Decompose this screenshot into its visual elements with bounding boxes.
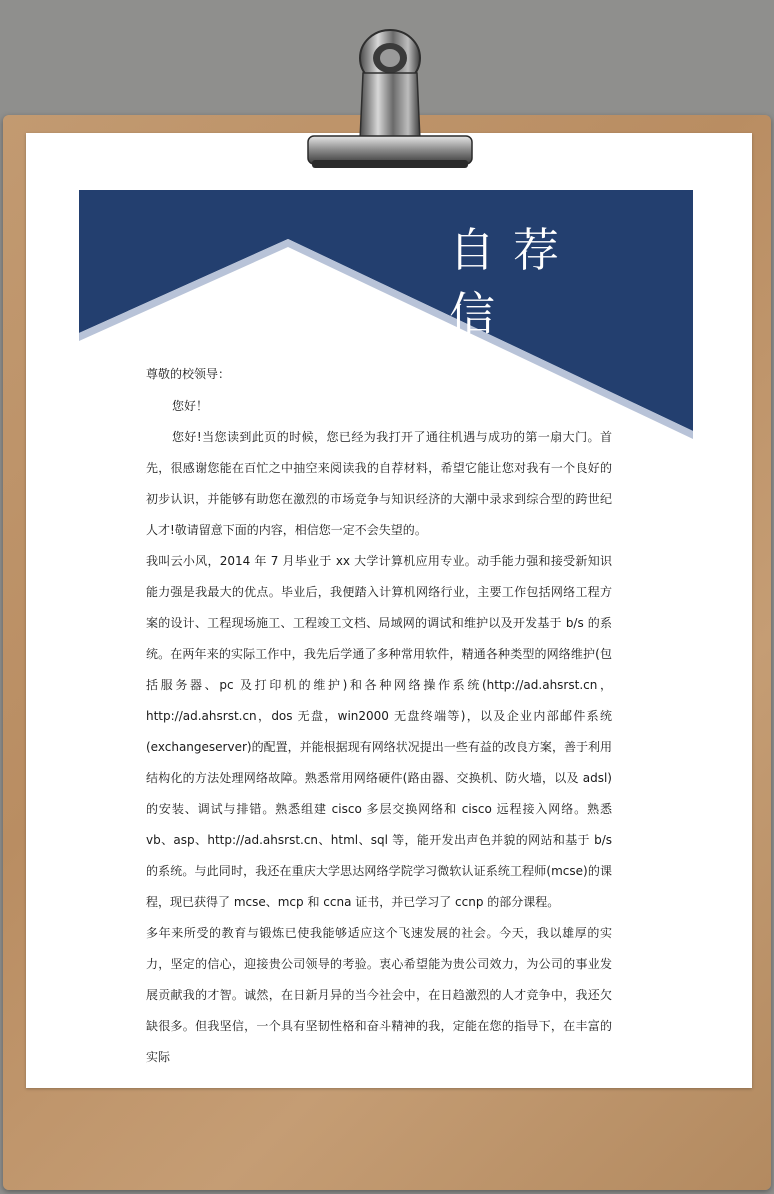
letter-greeting: 您好！ <box>172 399 209 413</box>
letter-paragraph: 您好!当您读到此页的时候，您已经为我打开了通往机遇与成功的第一扇大门。首先，很感谢您能在百忙之中抽空来阅读我的自荐材料，希望它能让您对我有一个良好的初步认识，并能够有助您在激烈的市场竞争与知识经济的大潮中录求到综合型的跨世纪人才!敬请留意下面的内容，相信您一定不会失望的。 <box>146 430 612 537</box>
letter-title: 自荐信 <box>449 223 577 341</box>
letter-paragraph: 我叫云小风，2014 年 7 月毕业于 xx 大学计算机应用专业。动手能力强和接受新知识能力强是我最大的优点。毕业后，我便踏入计算机网络行业，主要工作包括网络工程方案的设计、工程现场施工、工程竣工文档、局域网的调试和维护以及开发基于 b/s 的系统。在两年来的实际工作中，我先后学通了多种常用软件，精通各种类型的网络维护(包括服务器、pc 及打印机的维护)和各种网络操作系统(http://ad.ahsrst.cn，http://ad.ahsrst.cn，dos 无盘，win2000 无盘终端等)，以及企业内部邮件系统(exchangeserver)的配置，并能根据现有网络状况提出一些有益的改良方案，善于利用结构化的方法处理网络故障。熟悉常用网络硬件(路由器、交换机、防火墙，以及 adsl)的安装、调试与排错。熟悉组建 cisco 多层交换网络和 cisco 远程接入网络。熟悉 vb、asp、http://ad.ahsrst.cn、html、sql 等，能开发出声色并貌的网站和基于 b/s 的系统。与此同时，我还在重庆大学思达网络学院学习微软认证系统工程师(mcse)的课程，现已获得了 mcse、mcp 和 ccna 证书，并已学习了 ccnp 的部分课程。 <box>146 554 612 909</box>
letter-body <box>146 359 612 1073</box>
letter-paragraph: 多年来所受的教育与锻炼已使我能够适应这个飞速发展的社会。今天，我以雄厚的实力，坚定的信心，迎接贵公司领导的考验。衷心希望能为贵公司效力，为公司的事业发展贡献我的才智。诚然，在日新月异的当今社会中，在日趋激烈的人才竞争中，我还欠缺很多。但我坚信，一个具有坚韧性格和奋斗精神的我，定能在您的指导下，在丰富的实际 <box>146 926 612 1064</box>
binder-clip-icon <box>300 28 480 178</box>
letter-salutation: 尊敬的校领导： <box>146 367 231 381</box>
letter-paper <box>26 133 752 1088</box>
